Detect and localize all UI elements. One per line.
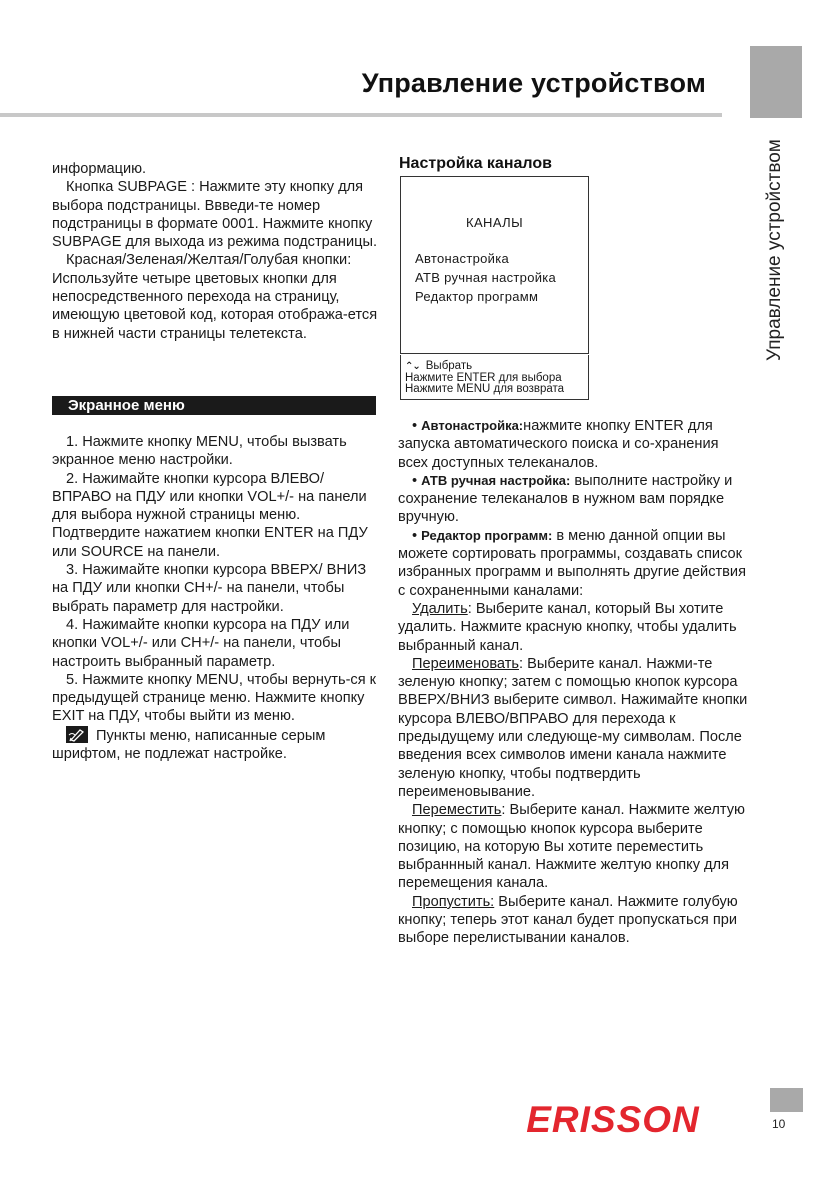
footer-menu: Нажмите MENU для возврата (405, 383, 565, 395)
footer-select: Выбрать (425, 360, 473, 372)
page-number: 10 (772, 1117, 786, 1131)
header-rule (0, 113, 722, 117)
left-column-steps (52, 433, 378, 763)
bullet-item: • АТВ ручная настройка: выполните настройку и сохранение телеканалов в нужном вам порядке вручную. (398, 472, 733, 526)
paragraph: информацию. (52, 161, 147, 177)
side-tab-block (750, 46, 802, 118)
bullet-term: Автонастройка: (421, 418, 524, 433)
note-text: Пункты меню, написанные серым шрифтом, не подлежат настройке. (52, 727, 326, 763)
paragraph: Красная/Зеленая/Желтая/Голубая кнопки: Используйте четыре цветовых кнопки для непосредственного перехода на страницу, имеющую цветовой код, которая отобража-ется в нижней части страницы телетекста. (52, 252, 378, 342)
bullet-item: • Редактор программ: в меню данной опции вы можете сортировать программы, создавать список избранных программ и выполнять другие действия с сохраненными каналами: (398, 527, 746, 599)
footer-enter: Нажмите ENTER для выбора (405, 371, 562, 384)
action-term: Пропустить: (412, 893, 495, 910)
svg-text:ERISSON: ERISSON (526, 1099, 700, 1140)
section-title-osd: Экранное меню (52, 396, 376, 415)
menu-item-autotune: Автонастройка (415, 251, 510, 266)
bullet-term: АТВ ручная настройка: (421, 472, 571, 488)
action-item (398, 801, 750, 892)
up-down-arrows-icon: ⌃⌄ (405, 361, 420, 372)
step-item: 4. Нажимайте кнопки курсора на ПДУ или кнопки VOL+/- или CH+/- на панели, чтобы настроить выбранный параметр. (52, 616, 350, 670)
bullet-text: нажмите кнопку ENTER для запуска автоматического поиска и со-хранения всех доступных телеканалов. (398, 418, 719, 471)
left-column-top (52, 160, 378, 343)
bullet-text: выполните настройку и сохранение телеканалов в нужном вам порядке вручную. (398, 472, 733, 526)
note (52, 726, 378, 764)
action-text: : Выберите канал, который Вы хотите удалить. Нажмите красную кнопку, чтобы удалить выбранный канал. (398, 600, 737, 654)
action-term: Переименовать (412, 655, 519, 672)
channels-menu-screen (400, 176, 589, 354)
side-tab-label: Управление устройством (764, 139, 785, 361)
bullet-text: в меню данной опции вы можете сортировать программы, создавать список избранных программ и выполнять другие действия с сохраненными каналами: (398, 527, 746, 599)
action-term: Удалить (412, 600, 468, 617)
menu-heading: КАНАЛЫ (465, 215, 524, 230)
menu-footer (400, 355, 589, 400)
step-item: 2. Нажимайте кнопки курсора ВЛЕВО/ ВПРАВО на ПДУ или кнопки VOL+/- на панели для выбора нужной страницы меню. Подтвердите нажатием кнопки ENTER на ПДУ или SOURCE на панели. (52, 470, 368, 560)
bullet-item: • Автонастройка:нажмите кнопку ENTER для запуска автоматического поиска и со-хранения всех доступных телеканалов. (398, 418, 719, 471)
action-item (398, 893, 750, 948)
action-text: Выберите канал. Нажмите голубую кнопку; теперь этот канал будет пропускаться при выборе перелистывании каналов. (398, 893, 738, 947)
right-column-text (398, 417, 750, 948)
paragraph: Кнопка SUBPAGE : Нажмите эту кнопку для выбора подстраницы. Ввведи-те номер подстраницы в формате 0001. Нажмите кнопку SUBPAGE для выхода из режима подстраницы. (52, 179, 378, 251)
menu-item-program-editor: Редактор программ (415, 289, 539, 304)
page-number-tab (770, 1088, 803, 1112)
pen-note-icon (66, 726, 88, 743)
action-text: : Выберите канал. Нажмите желтую кнопку; с помощью кнопок курсора выберите позицию, на которую Вы хотите переместить выбраннный канал. Нажмите желтую кнопку для перемещения канала. (398, 802, 745, 892)
step-item: 3. Нажимайте кнопки курсора ВВЕРХ/ ВНИЗ на ПДУ или кнопки CH+/- на панели, чтобы выбрать параметр для настройки. (52, 562, 367, 615)
action-item (398, 655, 750, 801)
step-item: 5. Нажмите кнопку MENU, чтобы вернуть-ся к предыдущей странице меню. Нажмите кнопку EXIT на ПДУ, чтобы выйти из меню. (52, 671, 377, 725)
action-item (398, 600, 750, 655)
action-text: : Выберите канал. Нажми-те зеленую кнопку; затем с помощью кнопок курсора ВВЕРХ/ВНИЗ выберите символ. Нажимайте кнопки курсора ВЛЕВО/ВПРАВО для перехода к предыдущему или следующе-му символам. После введения всех символов имени канала нажмите зеленую кнопку, чтобы подтвердить переименовывание. (398, 655, 748, 800)
erisson-logo (503, 1097, 723, 1141)
bullet-term: Редактор программ: (421, 527, 553, 543)
menu-item-manual-atv: АТВ ручная настройка (415, 270, 557, 285)
section-title-channels: Настройка каналов (399, 155, 552, 172)
action-term: Переместить (412, 802, 502, 819)
step-item: 1. Нажмите кнопку MENU, чтобы вызвать экранное меню настройки. (52, 434, 347, 469)
page-header-title: Управление устройством (361, 68, 706, 98)
